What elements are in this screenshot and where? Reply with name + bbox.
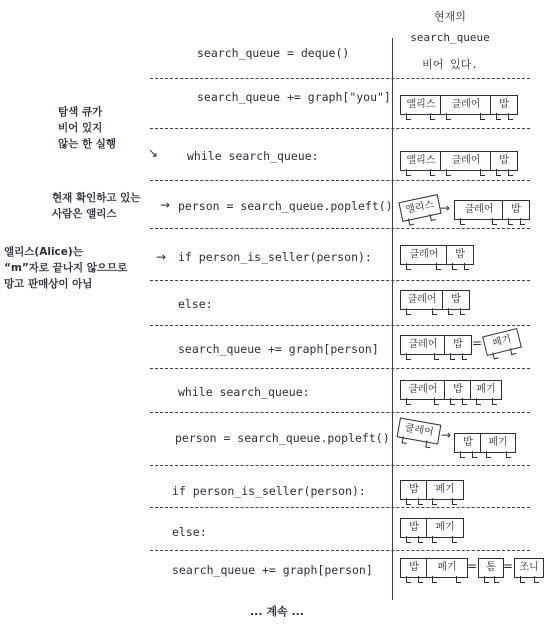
queue-cell: 밥 [490, 95, 518, 115]
enqueue-arrow-icon: = [503, 559, 514, 573]
row-separator [150, 550, 530, 551]
queue-cell: 조니 [514, 558, 544, 578]
code-line-7: search_queue += graph[person] [178, 342, 379, 356]
note-loop-line-2: 비어 있지 [58, 122, 103, 134]
queue-cell: 페기 [426, 518, 464, 538]
queue-cell: 페기 [426, 480, 464, 500]
queue-cell: 밥 [444, 380, 472, 400]
continued-label: ... 계속 ... [250, 605, 304, 618]
queue-cell: 클레어 [400, 335, 446, 355]
note-loop-line-1: 탐색 큐가 [58, 106, 103, 118]
header-line-3: 비어 있다. [422, 58, 478, 71]
queue-cell: 페기 [470, 380, 502, 400]
code-line-1: search_queue = deque() [197, 46, 350, 60]
queue-cell: 클레어 [454, 200, 504, 220]
code-line-5: if person_is_seller(person): [178, 250, 372, 264]
row-separator [150, 280, 530, 281]
queue-cell: 페기 [480, 433, 516, 453]
queue-cell: 밥 [400, 518, 428, 538]
arrow-icon: → [156, 250, 167, 264]
note-current-line-2: 사람은 앨리스 [52, 208, 117, 220]
arrow-icon: → [160, 198, 171, 212]
queue-cell: 밥 [400, 558, 428, 578]
code-line-12: search_queue += graph[person] [172, 563, 373, 577]
queue-cell: 페기 [482, 328, 522, 356]
row-separator [150, 368, 530, 369]
queue-cell: 밥 [502, 200, 530, 220]
note-loop [58, 104, 116, 152]
code-line-6: else: [178, 297, 213, 311]
queue-column-divider [392, 38, 393, 600]
row-separator [150, 325, 530, 326]
header-line-1: 현재의 [434, 10, 466, 23]
row-separator [150, 78, 530, 79]
row-separator [150, 507, 530, 508]
enqueue-arrow-icon: = [467, 559, 478, 573]
dequeue-arrow-icon: → [441, 428, 452, 442]
code-line-3: while search_queue: [187, 149, 319, 163]
row-separator [150, 128, 530, 129]
arrow-icon: ↘ [148, 146, 159, 160]
enqueue-arrow-icon: = [472, 336, 483, 350]
queue-cell: 앨리스 [400, 95, 442, 115]
queue-cell: 밥 [400, 480, 428, 500]
code-line-2: search_queue += graph["you"] [197, 90, 391, 104]
header-line-2: search_queue [410, 31, 490, 44]
note-current-line-1: 현재 확인하고 있는 [52, 192, 141, 204]
note-current [52, 190, 140, 222]
code-line-8: while search_queue: [178, 385, 310, 399]
queue-cell: 밥 [446, 245, 474, 265]
queue-cell: 클레어 [400, 245, 448, 265]
row-separator [150, 465, 530, 466]
queue-cell: 클레어 [400, 380, 446, 400]
code-line-4: person = search_queue.popleft() [178, 199, 393, 213]
queue-cell: 페기 [426, 558, 468, 578]
queue-cell: 밥 [442, 290, 470, 310]
queue-cell: 앨리스 [400, 151, 442, 171]
queue-cell: 클레어 [400, 290, 444, 310]
code-line-9: person = search_queue.popleft() [175, 431, 390, 445]
queue-cell: 클레어 [440, 151, 492, 171]
row-separator [150, 412, 530, 413]
note-not-seller [4, 244, 127, 292]
note-loop-line-3: 않는 한 실행 [58, 138, 117, 150]
row-separator [150, 228, 530, 229]
queue-cell: 밥 [454, 433, 482, 453]
code-line-11: else: [172, 525, 207, 539]
note-not-seller-line-3: 망고 판매상이 아님 [4, 278, 93, 290]
note-not-seller-line-1: 앨리스(Alice)는 [4, 246, 83, 258]
queue-cell: 톰 [478, 558, 504, 578]
row-separator [150, 180, 530, 181]
code-line-10: if person_is_seller(person): [172, 484, 366, 498]
queue-cell: 앨리스 [398, 194, 441, 222]
queue-cell: 클레어 [397, 418, 442, 445]
queue-cell: 밥 [444, 335, 472, 355]
queue-cell: 밥 [490, 151, 518, 171]
queue-cell: 클레어 [440, 95, 492, 115]
dequeue-arrow-icon: → [440, 201, 451, 215]
note-not-seller-line-2: “m”자로 끝나지 않으므로 [4, 262, 128, 274]
